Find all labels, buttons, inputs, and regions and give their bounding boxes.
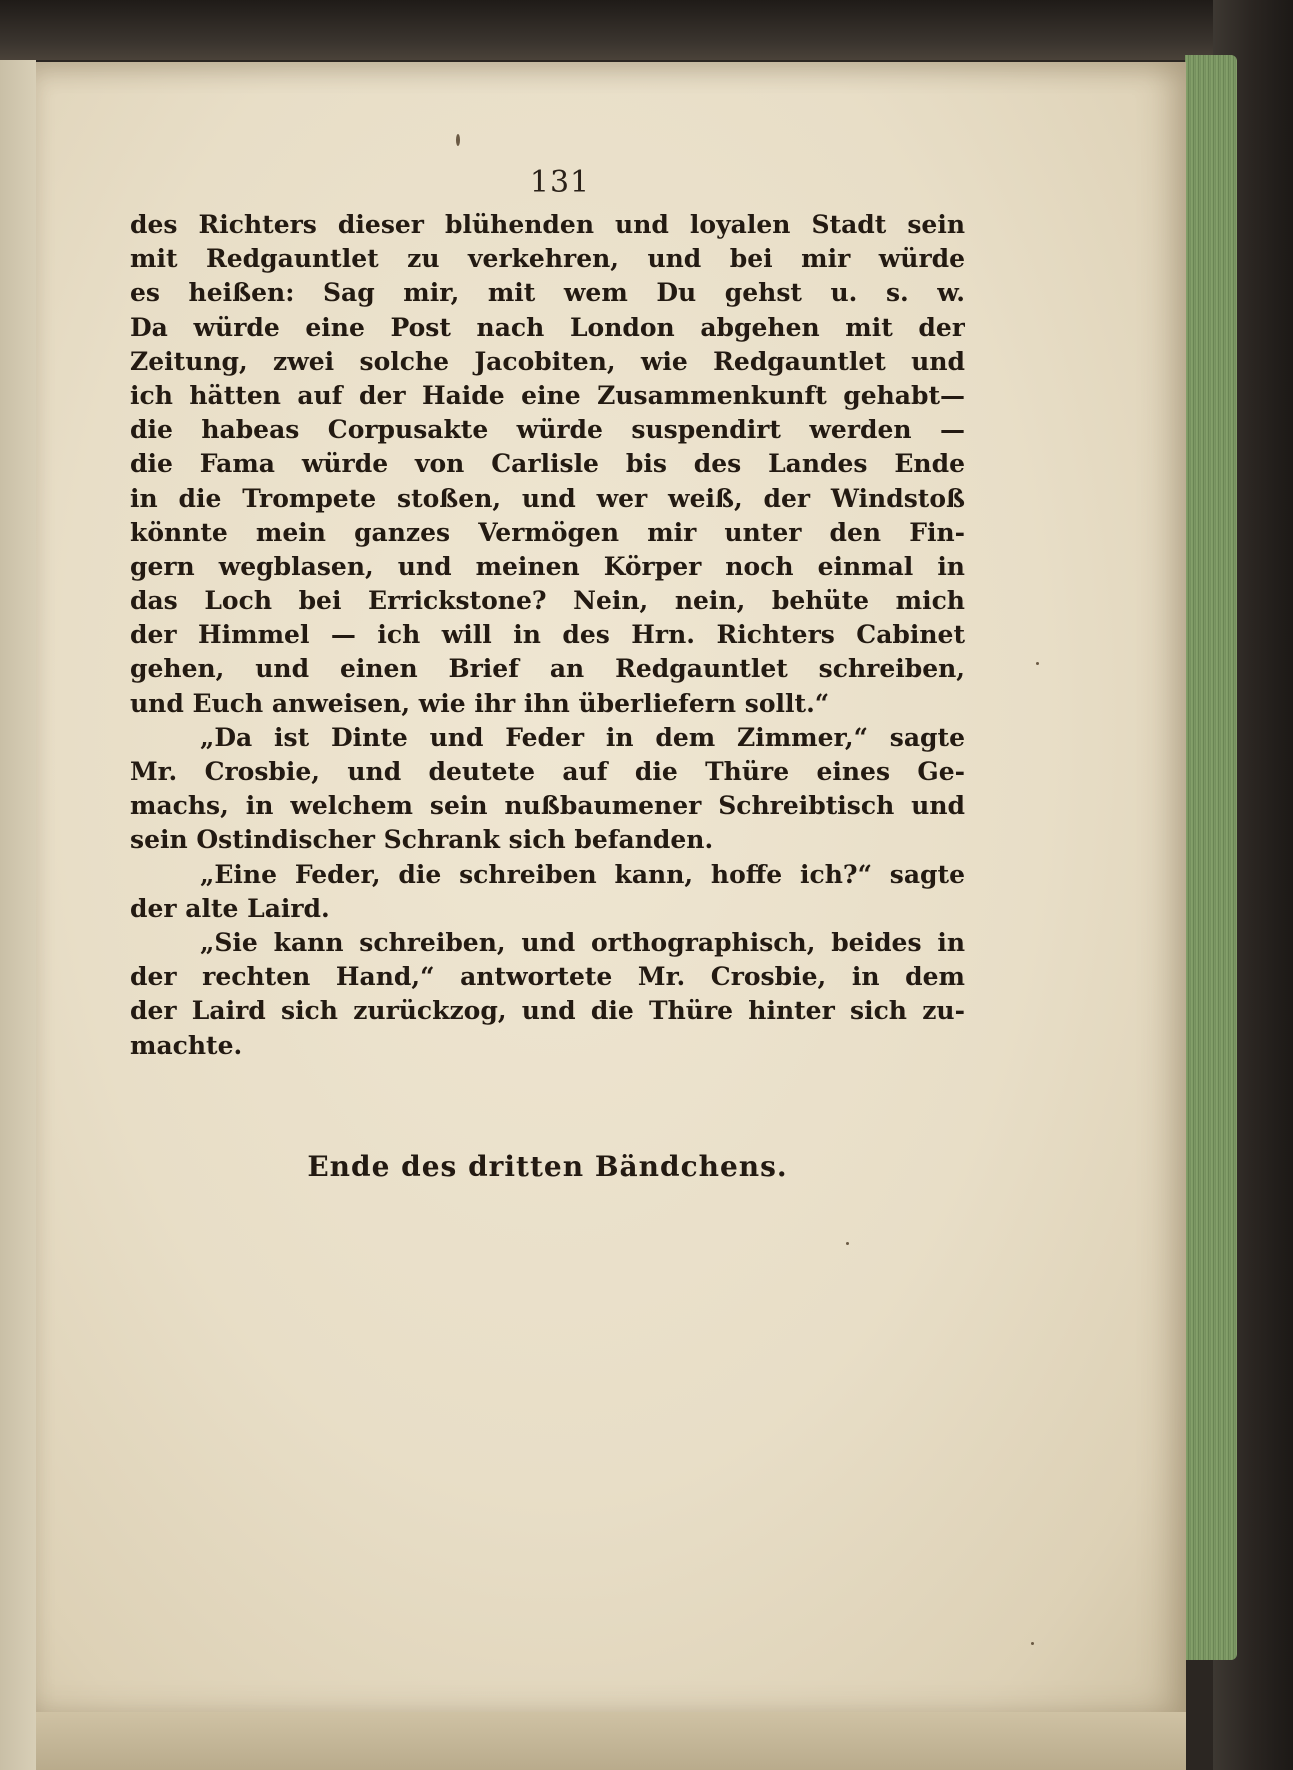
text-line: der rechten Hand,“ antwortete Mr. Crosbie, in dem (130, 962, 965, 992)
paper-speck (1036, 662, 1039, 665)
paper-speck (1031, 1642, 1034, 1645)
page-bottom-edge (36, 1712, 1186, 1770)
text-line: „Sie kann schreiben, und orthographisch, beides in (200, 927, 965, 957)
text-line: die habeas Corpusakte würde suspendirt werden — (130, 415, 965, 445)
paper-speck (456, 134, 460, 146)
page-block-edge (1185, 55, 1237, 1660)
text-line: des Richters dieser blühenden und loyalen Stadt sein (130, 210, 965, 239)
body-text (130, 208, 965, 1063)
text-line: der alte Laird. (130, 893, 330, 923)
text-line: Da würde eine Post nach London abgehen mit der (130, 312, 965, 342)
text-line: gehen, und einen Brief an Redgauntlet schreiben, (130, 654, 965, 684)
text-line: ich hätten auf der Haide eine Zusammenkunft gehabt— (130, 380, 965, 410)
text-line: sein Ostindischer Schrank sich befanden. (130, 825, 714, 855)
paper-speck (846, 1242, 849, 1245)
text-line: mit Redgauntlet zu verkehren, und bei mir würde (130, 244, 965, 274)
text-line: gern wegblasen, und meinen Körper noch einmal in (130, 551, 965, 581)
text-line: Mr. Crosbie, und deutete auf die Thüre eines Ge- (130, 757, 965, 786)
text-line: „Eine Feder, die schreiben kann, hoffe ich?“ sagte (200, 859, 965, 889)
text-line: das Loch bei Errickstone? Nein, nein, behüte mich (130, 586, 965, 616)
text-line: die Fama würde von Carlisle bis des Landes Ende (130, 449, 965, 479)
book-cover-top-edge (0, 0, 1293, 60)
text-line: der Laird sich zurückzog, und die Thüre hinter sich zu- (130, 996, 965, 1026)
text-line: der Himmel — ich will in des Hrn. Richters Cabinet (130, 620, 965, 650)
text-line: es heißen: Sag mir, mit wem Du gehst u. s. w. (130, 278, 965, 308)
previous-page-edge (0, 60, 36, 1770)
page-number: 131 (529, 165, 591, 200)
text-line: Zeitung, zwei solche Jacobiten, wie Redgauntlet und (130, 346, 965, 376)
text-line: machte. (130, 1030, 243, 1060)
text-line: machs, in welchem sein nußbaumener Schreibtisch und (130, 791, 965, 821)
text-line: und Euch anweisen, wie ihr ihn überliefern sollt.“ (130, 688, 830, 718)
text-line: könnte mein ganzes Vermögen mir unter den Fin- (130, 517, 965, 547)
closing-line: Ende des dritten Bändchens. (307, 1150, 788, 1183)
text-line: „Da ist Dinte und Feder in dem Zimmer,“ sagte (200, 722, 965, 752)
text-line: in die Trompete stoßen, und wer weiß, der Windstoß (130, 483, 965, 513)
